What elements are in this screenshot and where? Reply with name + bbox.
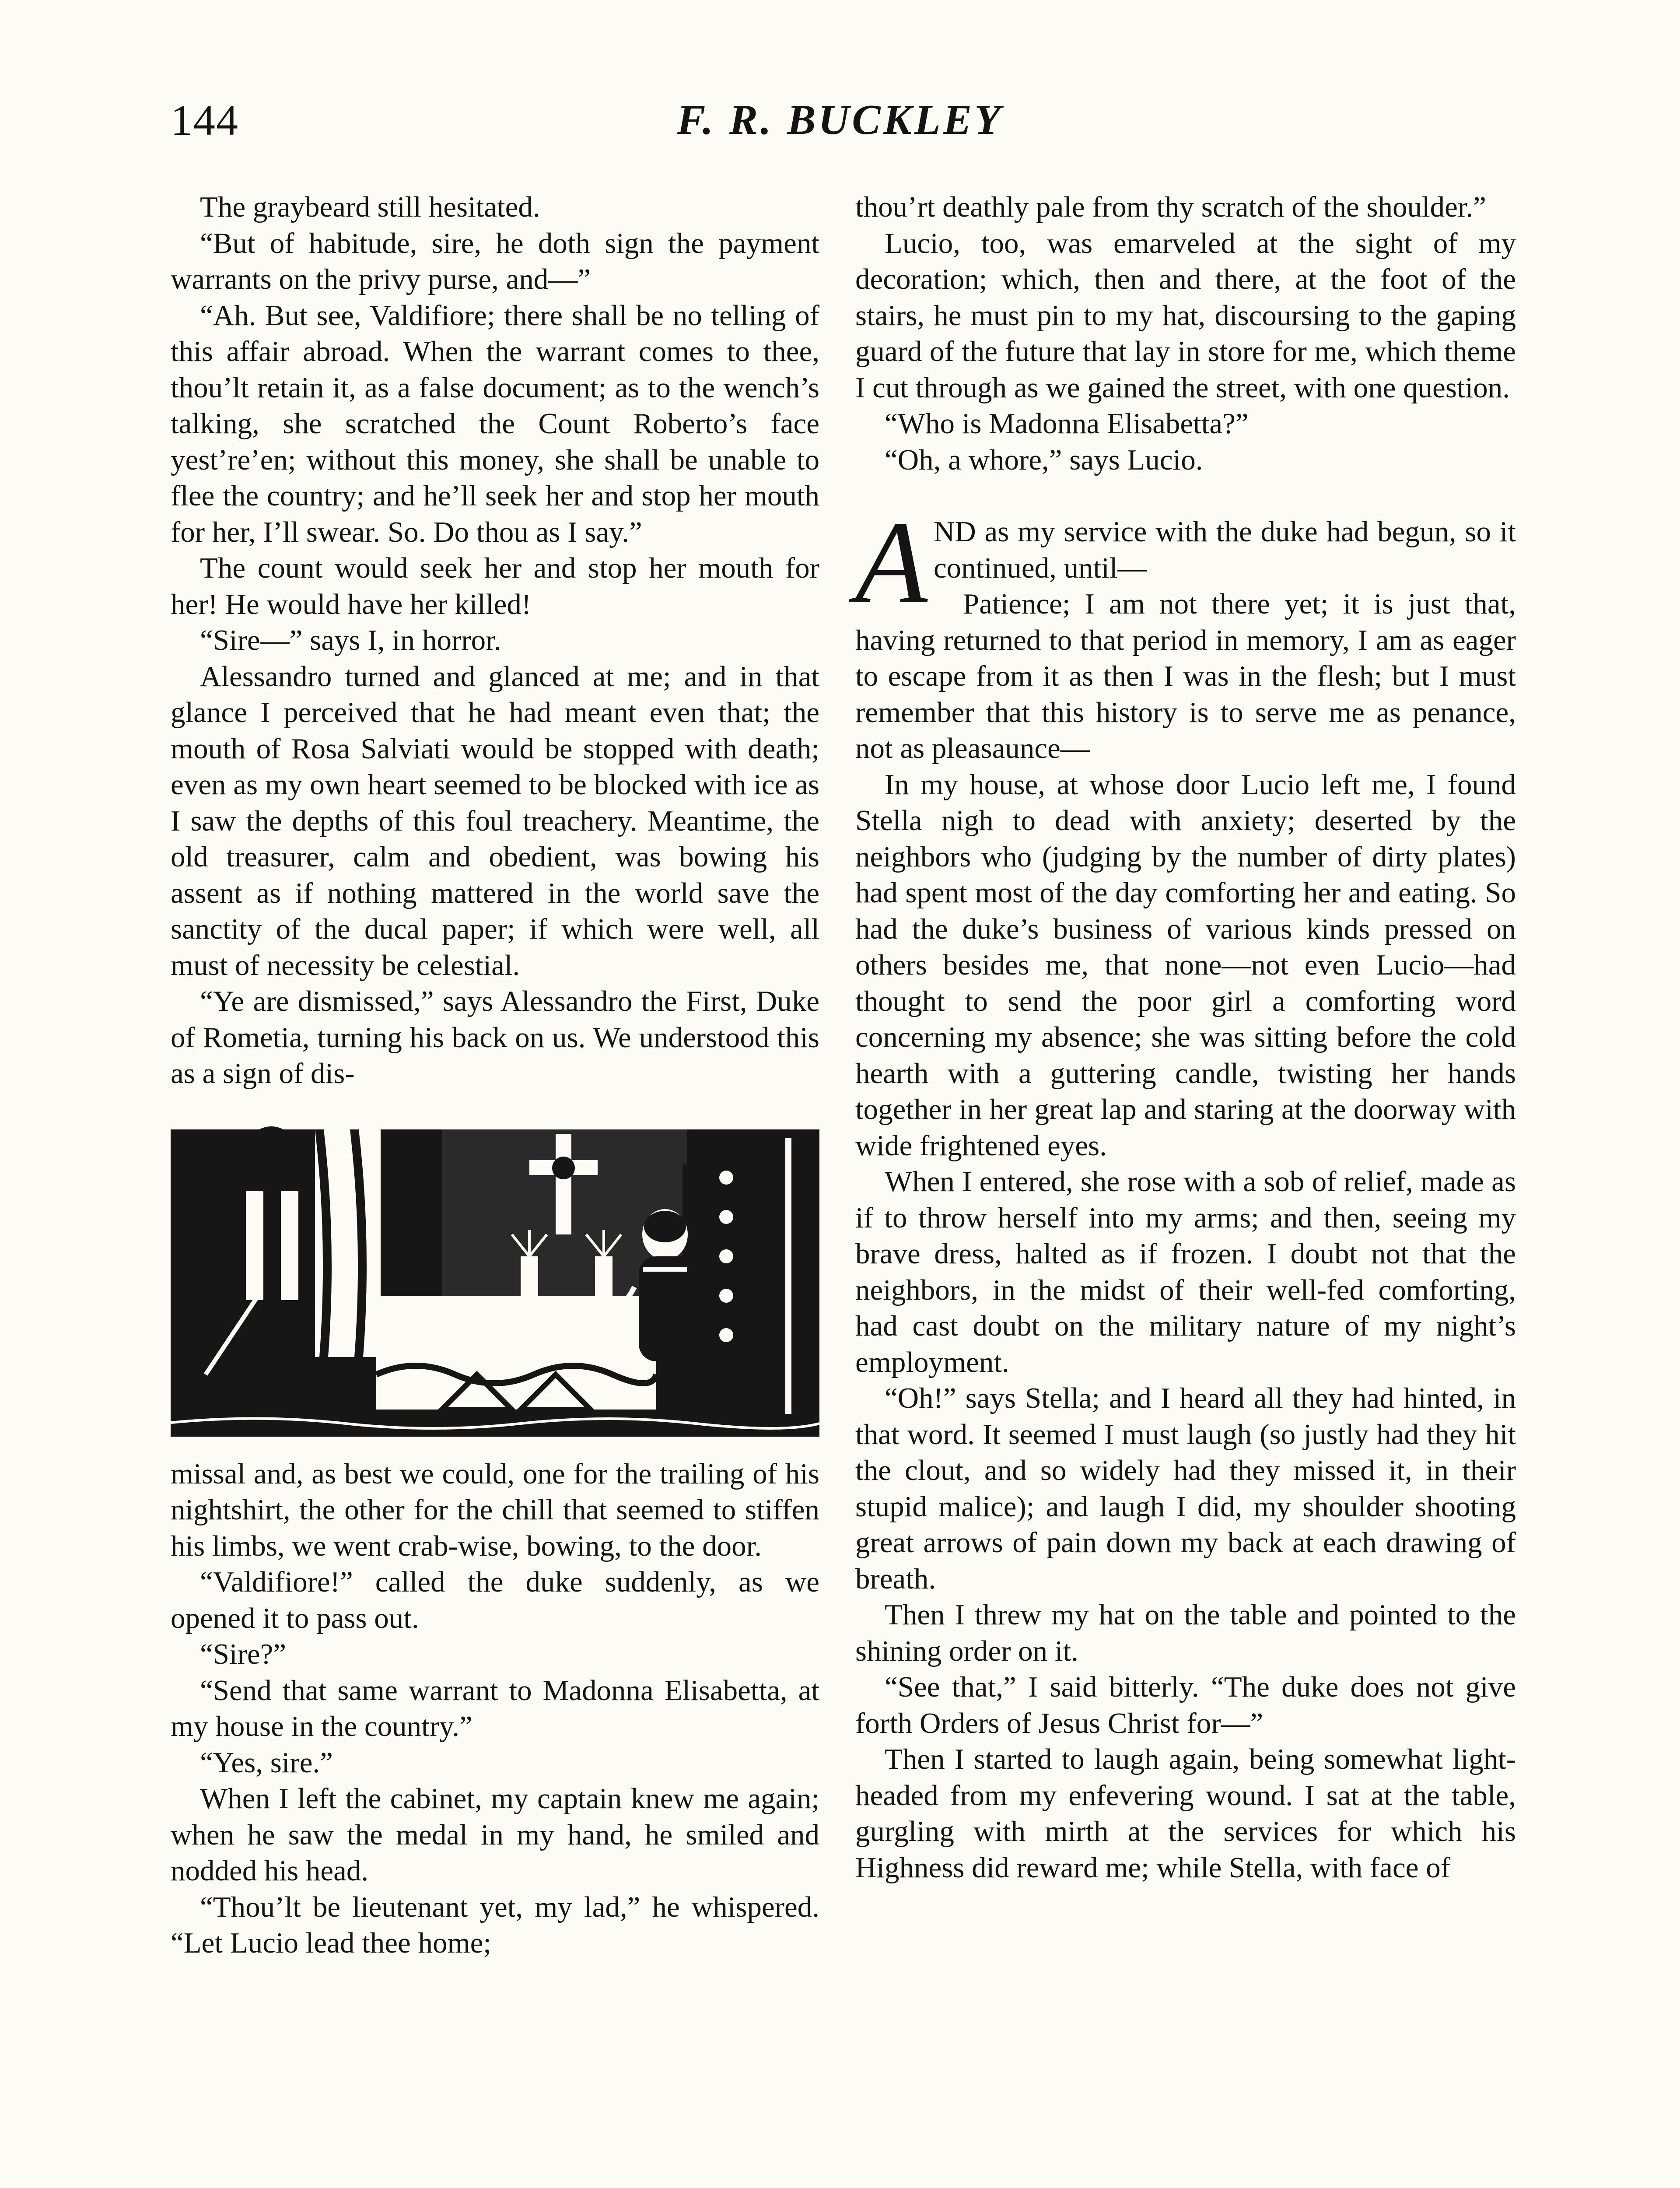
- paragraph: “Thou’lt be lieutenant yet, my lad,” he whispered. “Let Lucio lead thee home;: [171, 1890, 819, 1959]
- paragraph: When I left the cabinet, my captain knew me again; when he saw the medal in my hand, he smiled and nodded his head.: [171, 1782, 819, 1887]
- left-column: [171, 189, 819, 1961]
- paragraph: Lucio, too, was emarveled at the sight of my decoration; which, then and there, at the foot of the stairs, he must pin to my hat, discoursing to the gaping guard of the future that lay in store for me, which theme I cut through as we gained the street, with one question.: [855, 227, 1516, 404]
- paragraph: “Who is Madonna Elisabetta?”: [885, 407, 1249, 440]
- paragraph: “Ah. But see, Valdifiore; there shall be no telling of this affair abroad. When the warrant comes to thee, thou’lt retain it, as a false document; as to the wench’s talking, she scratched the Count Roberto’s face yest’re’en; without this money, she shall be unable to flee the country; and he’ll seek her and stop her mouth for her, I’ll swear. So. Do thou as I say.”: [171, 299, 819, 548]
- paragraph: Then I threw my hat on the table and pointed to the shining order on it.: [855, 1599, 1516, 1667]
- paragraph: missal and, as best we could, one for the trailing of his nightshirt, the other for the chill that seemed to stiffen his limbs, we went crab-wise, bowing, to the door.: [171, 1457, 819, 1562]
- paragraph: Patience; I am not there yet; it is just that, having returned to that period in memory, I am as eager to escape from it as then I was in the flesh; but I must remember that this history is to serve me as penance, not as pleasaunce—: [855, 588, 1516, 764]
- paragraph: The graybeard still hesitated.: [200, 191, 540, 223]
- paragraph: “Sire?”: [200, 1638, 287, 1670]
- paragraph: “Yes, sire.”: [200, 1746, 333, 1779]
- paragraph: “Send that same warrant to Madonna Elisabetta, at my house in the country.”: [171, 1674, 819, 1743]
- paragraph: In my house, at whose door Lucio left me, I found Stella nigh to dead with anxiety; deserted by the neighbors who (judging by the number of dirty plates) had spent most of the day comforting her and eating. So had the duke’s business of various kinds pressed on others besides me, that none—not even Lucio—had thought to send the poor girl a comforting word concerning my absence; she was sitting before the cold hearth with a guttering candle, twisting her hands together in her great lap and staring at the doorway with wide frightened eyes.: [855, 768, 1516, 1162]
- paragraph: The count would seek her and stop her mouth for her! He would have her killed!: [171, 552, 819, 621]
- page-number: 144: [171, 96, 239, 144]
- paragraph: Then I started to laugh again, being somewhat light-headed from my enfevering wound. I sat at the table, gurgling with mirth at the services for which his Highness did reward me; while Stella, with face of: [855, 1743, 1516, 1884]
- paragraph: “Valdifiore!” called the duke suddenly, as we opened it to pass out.: [171, 1566, 819, 1634]
- paragraph: thou’rt deathly pale from thy scratch of the shoulder.”: [855, 191, 1486, 223]
- paragraph: “Oh!” says Stella; and I heard all they had hinted, in that word. It seemed I must laugh (so justly had they hit the clout, and so widely had they missed it, in their stupid malice); and laugh I did, my shoulder shooting great arrows of pain down my back at each drawing of breath.: [855, 1382, 1516, 1595]
- paragraph: “See that,” I said bitterly. “The duke does not give forth Orders of Jesus Christ for—”: [855, 1671, 1516, 1739]
- right-column: [855, 189, 1516, 1886]
- woodcut-illustration: [171, 1112, 819, 1437]
- drop-cap: A: [855, 497, 928, 628]
- paragraph: When I entered, she rose with a sob of relief, made as if to throw herself into my arms; and then, seeing my brave dress, halted as if frozen. I doubt not that the neighbors, in the midst of their well-fed comforting, had cast doubt on the military nature of my night’s employment.: [855, 1165, 1516, 1378]
- paragraph: Alessandro turned and glanced at me; and in that glance I perceived that he had meant even that; the mouth of Rosa Salviati would be stopped with death; even as my own heart seemed to be blocked with ice as I saw the depths of this foul treachery. Meantime, the old treasurer, calm and obedient, was bowing his assent as if nothing mattered in the world save the sanctity of the ducal paper; if which were well, all must of necessity be celestial.: [171, 660, 819, 982]
- section-opening-text: ND as my service with the duke had begun, so it continued, until—: [933, 515, 1516, 584]
- paragraph: “But of habitude, sire, he doth sign the payment warrants on the privy purse, and—”: [171, 227, 819, 295]
- paragraph: “Oh, a whore,” says Lucio.: [885, 443, 1203, 476]
- paragraph: “Sire—” says I, in horror.: [200, 624, 501, 656]
- running-head-author: F. R. BUCKLEY: [676, 96, 1004, 144]
- paragraph: “Ye are dismissed,” says Alessandro the First, Duke of Rometia, turning his back on us. We understood this as a sign of dis-: [171, 985, 819, 1090]
- section-opening-paragraph: [855, 497, 1516, 628]
